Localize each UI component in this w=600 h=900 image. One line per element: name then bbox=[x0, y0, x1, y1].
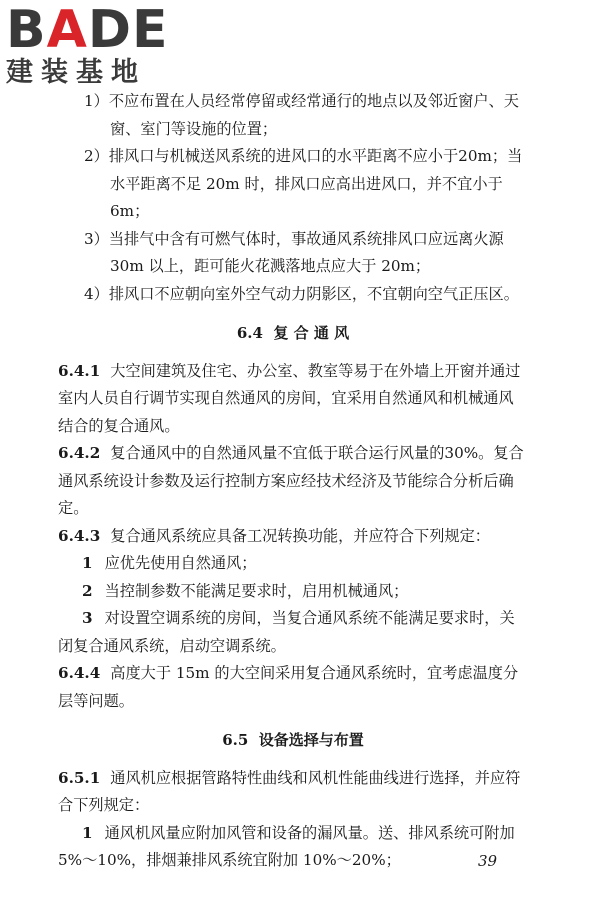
clause-6-5-1: 6.5.1 通风机应根据管路特性曲线和风机性能曲线进行选择，并应符合下列规定： bbox=[58, 768, 521, 814]
document-body bbox=[58, 88, 528, 875]
clause-6-4-1: 6.4.1 大空间建筑及住宅、办公室、教室等易于在外墙上开窗并通过室内人员自行调节实现自然通风的房间，宜采用自然通风和机械通风结合的复合通风。 bbox=[58, 361, 521, 435]
list-item: 4）排风口不应朝向室外空气动力阴影区，不宜朝向空气正压区。 bbox=[84, 284, 519, 303]
sub-item: 2 当控制参数不能满足要求时，启用机械通风； bbox=[82, 581, 409, 600]
section-heading-6-4: 6.4 复 合 通 风 bbox=[236, 324, 350, 342]
clause-6-4-3: 6.4.3 复合通风系统应具备工况转换功能，并应符合下列规定： bbox=[58, 526, 490, 545]
sub-item: 1 通风机风量应附加风管和设备的漏风量。送、排风系统可附加 5%～10%，排烟兼排风系统宜附加 10%～20%； bbox=[58, 823, 515, 869]
watermark-subtitle: 建装基地 bbox=[6, 57, 146, 88]
list-item: 2）排风口与机械送风系统的进风口的水平距离不应小于20m；当水平距离不足 20m 时，排风口应高出进风口，并不宜小于 6m； bbox=[84, 147, 523, 220]
bade-watermark-logo bbox=[6, 0, 169, 88]
section-heading-6-5: 6.5 设备选择与布置 bbox=[222, 731, 364, 749]
list-item: 3）当排气中含有可燃气体时，事故通风系统排风口应远离火源 30m 以上，距可能火花溅落地点应大于 20m； bbox=[84, 229, 504, 275]
sub-item: 3 对设置空调系统的房间，当复合通风系统不能满足要求时，关闭复合通风系统，启动空调系统。 bbox=[58, 609, 515, 655]
clause-6-4-2: 6.4.2 复合通风中的自然通风量不宜低于联合运行风量的30%。复合通风系统设计参数及运行控制方案应经技术经济及节能综合分析后确定。 bbox=[58, 444, 524, 517]
page-number: 39 bbox=[478, 852, 498, 870]
list-item: 1）不应布置在人员经常停留或经常通行的地点以及邻近窗户、天窗、室门等设施的位置； bbox=[84, 92, 519, 138]
clause-6-4-4: 6.4.4 高度大于 15m 的大空间采用复合通风系统时，宜考虑温度分层等问题。 bbox=[58, 664, 519, 710]
watermark-logo-text: BADE bbox=[6, 0, 169, 60]
sub-item: 1 应优先使用自然通风； bbox=[82, 554, 257, 572]
